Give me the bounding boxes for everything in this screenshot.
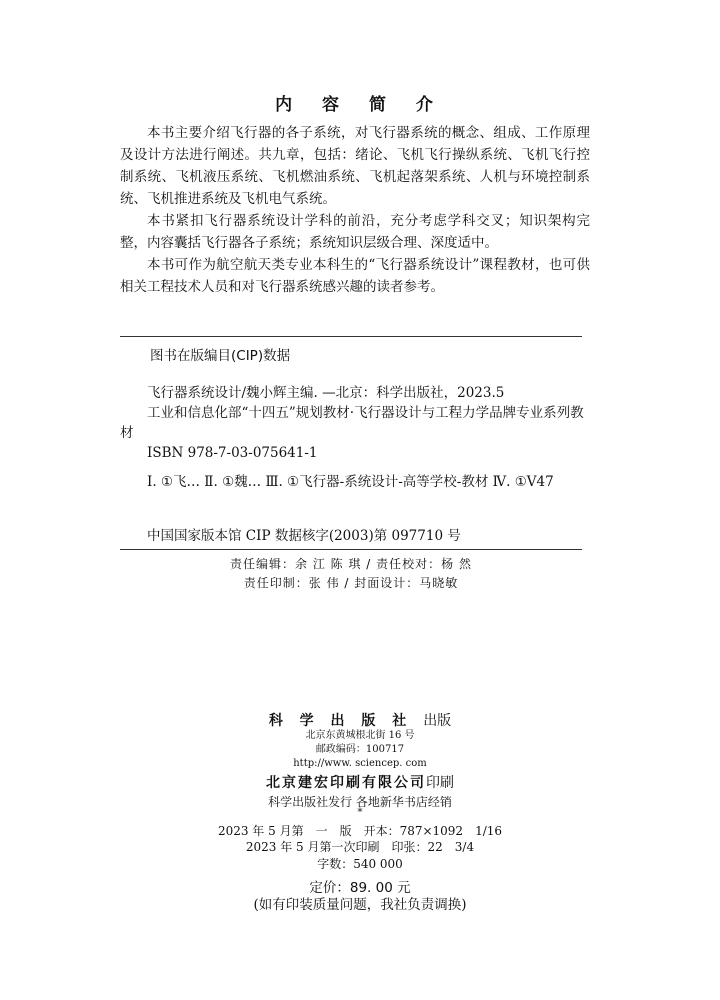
price-line: 定价：89. 00 元 bbox=[309, 880, 411, 896]
publisher-line bbox=[0, 710, 720, 730]
page-title: 内 容 简 介 bbox=[275, 95, 445, 115]
cip-line-title: 飞行器系统设计/魏小辉主编. —北京：科学出版社，2023.5 bbox=[147, 385, 505, 401]
edition-line: 2023 年 5 月第 一 版 开本：787×1092 1/16 bbox=[217, 824, 503, 838]
summary-body bbox=[120, 122, 590, 298]
divider-bottom bbox=[120, 549, 582, 550]
cip-line-isbn: ISBN 978-7-03-075641-1 bbox=[147, 445, 318, 461]
printer-suffix: 印刷 bbox=[426, 775, 454, 791]
divider-top bbox=[120, 336, 582, 337]
wordcount-line: 字数：540 000 bbox=[317, 857, 403, 871]
cip-classification-block bbox=[120, 472, 590, 492]
cip-number: 中国国家版本馆 CIP 数据核字(2003)第 097710 号 bbox=[147, 528, 461, 544]
publisher-address: 北京东黄城根北街 16 号 bbox=[305, 730, 415, 741]
editors-line-1: 责任编辑：余 江 陈 琪 / 责任校对：杨 然 bbox=[230, 557, 472, 571]
cip-line-series: 工业和信息化部“十四五”规划教材·飞行器设计与工程力学品牌专业系列教材 bbox=[120, 405, 584, 441]
summary-paragraph-1: 本书主要介绍飞行器的各子系统，对飞行器系统的概念、组成、工作原理及设计方法进行阐述。共九章，包括：绪论、飞机飞行操纵系统、飞机飞行控制系统、飞机液压系统、飞机燃油系统、飞机起落架系统、人机与环境控制系统、飞机推进系统及飞机电气系统。 bbox=[120, 125, 590, 207]
cip-heading: 图书在版编目(CIP)数据 bbox=[150, 348, 291, 364]
printer-name: 北京建宏印刷有限公司 bbox=[266, 775, 426, 791]
printing-line: 2023 年 5 月第一次印刷 印张：22 3/4 bbox=[245, 840, 475, 854]
editors-line-2: 责任印制：张 伟 / 封面设计：马晓敏 bbox=[243, 576, 459, 590]
cip-classification: Ⅰ. ①飞… Ⅱ. ①魏… Ⅲ. ①飞行器-系统设计-高等学校-教材 Ⅳ. ①V47 bbox=[147, 474, 554, 490]
separator-star: * bbox=[357, 807, 363, 818]
cip-block bbox=[120, 383, 590, 463]
publisher-website: http://www. sciencep. com bbox=[293, 758, 427, 769]
quality-note: (如有印装质量问题，我社负责调换) bbox=[253, 897, 467, 913]
summary-paragraph-3: 本书可作为航空航天类专业本科生的“飞行器系统设计”课程教材，也可供相关工程技术人员和对飞行器系统感兴趣的读者参考。 bbox=[120, 257, 590, 295]
editors-block bbox=[120, 555, 582, 593]
summary-paragraph-2: 本书紧扣飞行器系统设计学科的前沿，充分考虑学科交叉；知识架构完整，内容囊括飞行器各子系统；系统知识层级合理、深度适中。 bbox=[120, 213, 590, 251]
publisher-name-suffix: 出版 bbox=[423, 713, 452, 729]
cip-number-block bbox=[120, 526, 590, 546]
printer-line bbox=[0, 772, 720, 792]
publisher-postcode: 邮政编码：100717 bbox=[315, 744, 405, 755]
distribution-line: 科学出版社发行 各地新华书店经销 bbox=[268, 795, 452, 809]
publisher-name: 科 学 出 版 社 bbox=[268, 713, 413, 729]
